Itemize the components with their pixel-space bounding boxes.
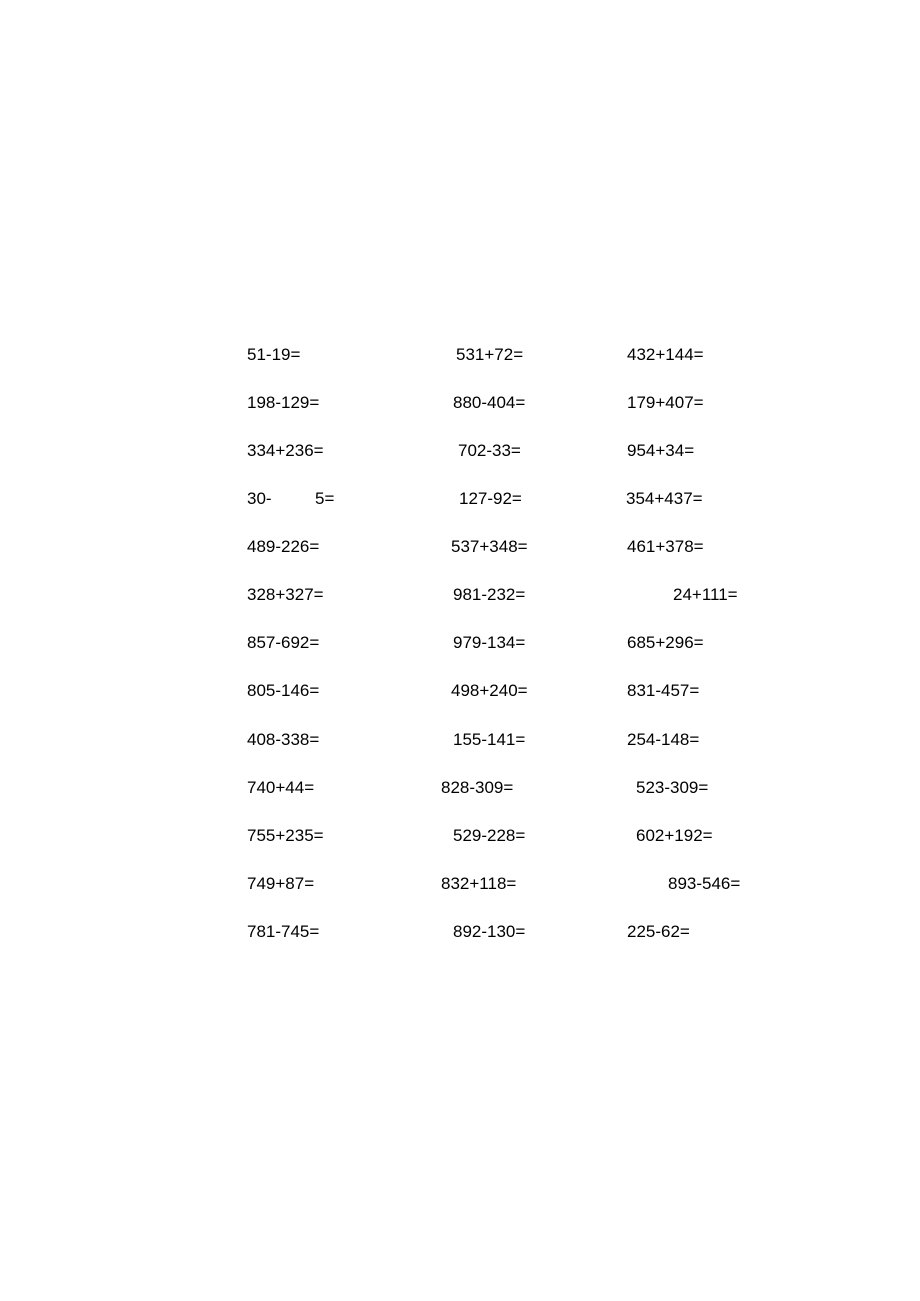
problem-r2-c1: 198-129= — [247, 393, 320, 412]
problem-r12-c3: 893-546= — [668, 874, 741, 893]
problem-r2-c3: 179+407= — [627, 393, 704, 412]
problem-r3-c3: 954+34= — [627, 441, 695, 460]
problem-r12-c2: 832+118= — [441, 874, 517, 893]
problem-r1-c1: 51-19= — [247, 345, 301, 364]
problem-r3-c1: 334+236= — [247, 441, 324, 460]
problem-r11-c3: 602+192= — [636, 826, 713, 845]
problem-r10-c1: 740+44= — [247, 778, 315, 797]
problem-r8-c2: 498+240= — [451, 681, 528, 700]
problem-r9-c1: 408-338= — [247, 730, 320, 749]
problem-r13-c2: 892-130= — [453, 922, 526, 941]
problem-r11-c2: 529-228= — [453, 826, 526, 845]
problem-r9-c3: 254-148= — [627, 730, 700, 749]
problem-r10-c2: 828-309= — [441, 778, 514, 797]
problem-r6-c2: 981-232= — [453, 585, 526, 604]
problem-r1-c3: 432+144= — [627, 345, 704, 364]
problem-r4-c2: 127-92= — [459, 489, 522, 508]
problem-r13-c3: 225-62= — [627, 922, 690, 941]
problem-r1-c2: 531+72= — [456, 345, 524, 364]
problem-r11-c1: 755+235= — [247, 826, 324, 845]
problem-r7-c2: 979-134= — [453, 633, 526, 652]
problem-r13-c1: 781-745= — [247, 922, 320, 941]
problem-r7-c1: 857-692= — [247, 633, 320, 652]
problem-r4-c3: 354+437= — [626, 489, 703, 508]
problem-r8-c1: 805-146= — [247, 681, 320, 700]
problem-r4-c1-part-a: 30- — [247, 489, 272, 508]
problem-r5-c2: 537+348= — [451, 537, 528, 556]
problem-r10-c3: 523-309= — [636, 778, 709, 797]
problem-r4-c1-part-b: 5= — [315, 489, 335, 508]
problem-r9-c2: 155-141= — [453, 730, 526, 749]
problem-r2-c2: 880-404= — [453, 393, 526, 412]
problem-r6-c3: 24+111= — [673, 585, 738, 604]
problem-r6-c1: 328+327= — [247, 585, 324, 604]
problem-r7-c3: 685+296= — [627, 633, 704, 652]
problem-r8-c3: 831-457= — [627, 681, 700, 700]
problem-r5-c1: 489-226= — [247, 537, 320, 556]
problem-r5-c3: 461+378= — [627, 537, 704, 556]
problem-r3-c2: 702-33= — [458, 441, 521, 460]
problem-r12-c1: 749+87= — [247, 874, 315, 893]
